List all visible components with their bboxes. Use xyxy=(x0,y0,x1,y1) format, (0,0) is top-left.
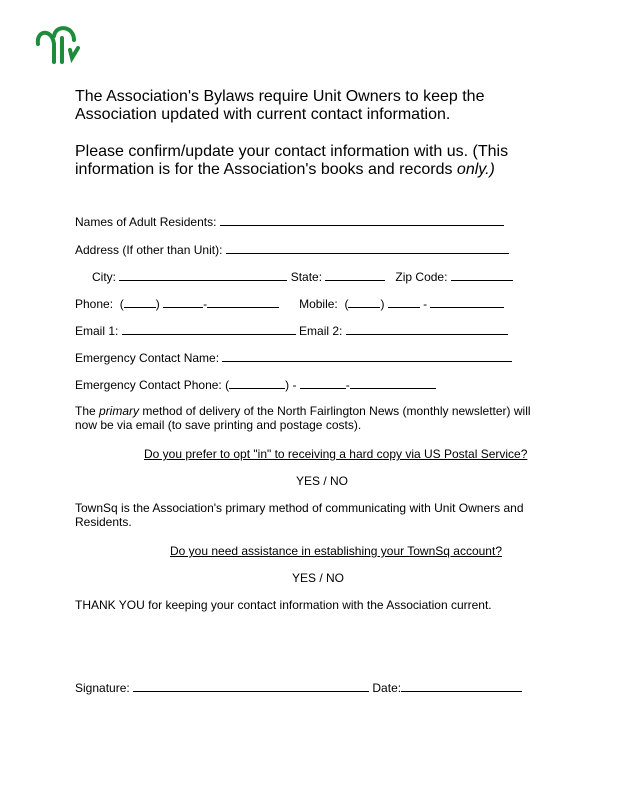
newsletter-text-italic: primary xyxy=(99,404,140,418)
newsletter-text-after: method of delivery of the North Fairlington News (monthly newsletter) will now be via email (to save printing and postage costs). xyxy=(75,404,531,432)
mobile-line-field[interactable] xyxy=(430,296,504,308)
emergency-name-row xyxy=(75,350,512,365)
phone-row xyxy=(75,296,504,311)
intro-paragraph-2-text: Please confirm/update your contact information with us. (This information is for the Association's books and records xyxy=(75,143,509,178)
zip-label: Zip Code: xyxy=(395,270,448,284)
emergency-name-label: Emergency Contact Name: xyxy=(75,351,220,365)
mobile-area-code-field[interactable] xyxy=(348,296,380,308)
intro-paragraph-2 xyxy=(75,143,545,179)
city-field[interactable] xyxy=(119,269,287,281)
mobile-paren-close: ) xyxy=(380,297,385,311)
zip-field[interactable] xyxy=(451,269,513,281)
names-field[interactable] xyxy=(220,214,504,226)
intro-paragraph-1: The Association's Bylaws require Unit Owners to keep the Association updated with current contact information. xyxy=(75,88,485,123)
email1-field[interactable] xyxy=(122,323,296,335)
mobile-prefix-field[interactable] xyxy=(388,296,420,308)
city-state-zip-row xyxy=(92,269,513,284)
address-field[interactable] xyxy=(226,242,509,254)
signature-field[interactable] xyxy=(133,680,369,692)
newsletter-paragraph xyxy=(75,404,545,432)
ephone-prefix-field[interactable] xyxy=(300,377,346,389)
ephone-dash1: - xyxy=(292,378,297,392)
emergency-phone-row xyxy=(75,377,436,392)
newsletter-yes-no[interactable]: YES / NO xyxy=(296,474,349,488)
emergency-name-field[interactable] xyxy=(222,350,512,362)
ephone-paren-open: ( xyxy=(225,378,230,392)
association-logo xyxy=(34,22,80,66)
email2-label: Email 2: xyxy=(299,324,343,338)
date-field[interactable] xyxy=(401,680,522,692)
names-label: Names of Adult Residents: xyxy=(75,215,217,229)
address-row xyxy=(75,242,509,257)
phone-prefix-field[interactable] xyxy=(163,296,203,308)
state-field[interactable] xyxy=(325,269,385,281)
thank-you-text: THANK YOU for keeping your contact information with the Association current. xyxy=(75,598,492,612)
phone-paren-open: ( xyxy=(119,297,124,311)
newsletter-text-before: The xyxy=(75,404,100,418)
mobile-dash: - xyxy=(423,297,428,311)
names-row xyxy=(75,214,504,229)
mobile-paren-open: ( xyxy=(344,297,349,311)
phone-line-field[interactable] xyxy=(207,296,279,308)
signature-label: Signature: xyxy=(75,681,130,695)
email1-label: Email 1: xyxy=(75,324,119,338)
ephone-dash2: - xyxy=(345,378,350,392)
address-label: Address (If other than Unit): xyxy=(75,243,223,257)
phone-dash: - xyxy=(203,297,208,311)
city-label: City: xyxy=(92,270,116,284)
email-row xyxy=(75,323,508,338)
townsq-paragraph: TownSq is the Association's primary method of communicating with Unit Owners and Residents. xyxy=(75,501,524,529)
emergency-phone-label: Emergency Contact Phone: xyxy=(75,378,222,392)
townsq-yes-no[interactable]: YES / NO xyxy=(292,571,345,585)
phone-paren-close: ) xyxy=(155,297,160,311)
newsletter-question: Do you prefer to opt "in" to receiving a hard copy via US Postal Service? xyxy=(144,447,528,461)
townsq-question: Do you need assistance in establishing your TownSq account? xyxy=(170,544,502,558)
date-label: Date: xyxy=(372,681,402,695)
ephone-paren-close: ) xyxy=(285,378,290,392)
email2-field[interactable] xyxy=(346,323,508,335)
phone-label: Phone: xyxy=(75,297,114,311)
mobile-label: Mobile: xyxy=(299,297,338,311)
signature-row xyxy=(75,680,522,695)
intro-paragraph-2-italic: only.) xyxy=(456,161,495,178)
state-label: State: xyxy=(290,270,323,284)
ephone-area-code-field[interactable] xyxy=(229,377,285,389)
phone-area-code-field[interactable] xyxy=(124,296,156,308)
ephone-line-field[interactable] xyxy=(350,377,436,389)
